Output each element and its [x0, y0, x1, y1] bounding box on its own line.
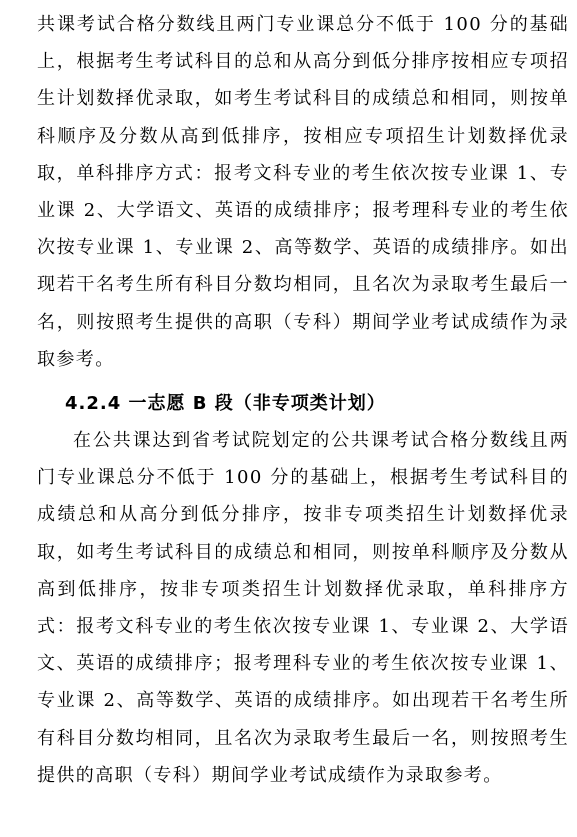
section-heading-4-2-4: 4.2.4 一志愿 B 段（非专项类计划）: [65, 393, 386, 414]
paragraph-first-choice-b-segment: 在公共课达到省考试院划定的公共课考试合格分数线且两门专业课总分不低于 100 分的基础上，根据考生考试科目的成绩总和从高分到低分排序，按非专项类招生计划数择优录取，如考生考试科目的成绩总和相同，则按单科顺序及分数从高到低排序，按非专项类招生计划数择优录取，单科排序方式：报考文科专业的考生依次按专业课 1、专业课 2、大学语文、英语的成绩排序；报考理科专业的考生依次按专业课 1、专业课 2、高等数学、英语的成绩排序。如出现若干名考生所有科目分数均相同，且名次为录取考生最后一名，则按照考生提供的高职（专科）期间学业考试成绩作为录取参考。: [37, 430, 569, 786]
paragraph-admission-rules-continued: 共课考试合格分数线且两门专业课总分不低于 100 分的基础上，根据考生考试科目的总和从高分到低分排序按相应专项招生计划数择优录取，如考生考试科目的成绩总和相同，则按单科顺序及分数从高到低排序，按相应专项招生计划数择优录取，单科排序方式：报考文科专业的考生依次按专业课 1、专业课 2、大学语文、英语的成绩排序；报考理科专业的考生依次按专业课 1、专业课 2、高等数学、英语的成绩排序。如出现若干名考生所有科目分数均相同，且名次为录取考生最后一名，则按照考生提供的高职（专科）期间学业考试成绩作为录取参考。: [37, 14, 569, 370]
